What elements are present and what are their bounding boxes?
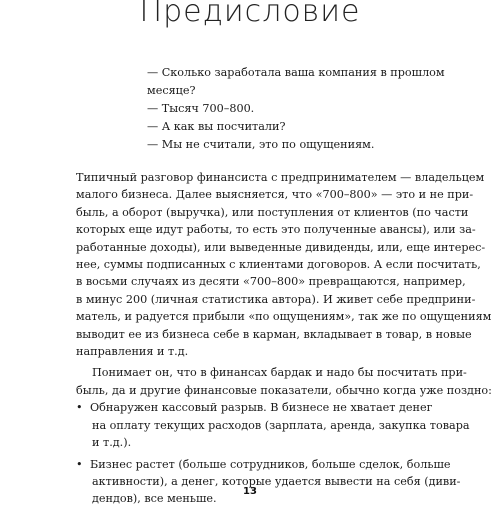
list-item: [76, 399, 470, 451]
page-title: Предисловие: [139, 0, 361, 29]
bullet-marker: •: [76, 401, 83, 415]
dialog-line: — А как вы посчитали?: [147, 120, 286, 133]
text-line: направления и т.д.: [76, 345, 189, 359]
paragraph-1: [76, 169, 492, 360]
text-line: матель, и радуется прибыли «по ощущениям», так же по ощущениям: [76, 310, 492, 324]
text-line: активности), а денег, которые удается вывести на себя (диви-: [92, 474, 461, 488]
dialog-line: месяце?: [147, 84, 196, 97]
body-text: [76, 169, 492, 508]
text-line: быль, да и другие финансовые показатели, обычно когда уже поздно:: [76, 383, 492, 397]
epigraph-dialog: [147, 64, 445, 154]
text-line: на оплату текущих расходов (зарплата, аренда, закупка товара: [92, 418, 470, 432]
bullet-text: Бизнес растет (больше сотрудников, больше сделок, больше: [90, 457, 451, 471]
text-line: работанные доходы), или выведенные дивиденды, или, еще интерес-: [76, 240, 486, 254]
dialog-line: — Тысяч 700–800.: [147, 102, 255, 115]
text-line: выводит ее из бизнеса себе в карман, вкладывает в товар, в новые: [76, 327, 472, 341]
text-line: быль, а оборот (выручка), или поступления от клиентов (по части: [76, 205, 469, 219]
dialog-line: — Мы не считали, это по ощущениям.: [147, 138, 375, 151]
bullet-text: Обнаружен кассовый разрыв. В бизнесе не хватает денег: [90, 401, 433, 415]
dialog-line: — Сколько заработала ваша компания в прошлом: [147, 66, 445, 79]
text-line: малого бизнеса. Далее выясняется, что «700–800» — это и не при-: [76, 188, 474, 202]
paragraph-2: [76, 364, 492, 399]
bullet-marker: •: [76, 457, 83, 471]
text-line: в минус 200 (личная статистика автора). И живет себе предприни-: [76, 292, 476, 306]
text-line: которых еще идут работы, то есть это полученные авансы), или за-: [76, 223, 476, 237]
text-line: Понимает он, что в финансах бардак и надо бы посчитать при-: [92, 366, 467, 380]
text-line: дендов), все меньше.: [92, 492, 217, 506]
text-line: Типичный разговор финансиста с предпринимателем — владельцем: [76, 171, 485, 184]
text-line: нее, суммы подписанных с клиентами договоров. А если посчитать,: [76, 258, 481, 272]
page-number: 13: [243, 486, 257, 497]
text-line: и т.д.).: [92, 436, 132, 450]
text-line: в восьми случаях из десяти «700–800» превращаются, например,: [76, 275, 466, 289]
